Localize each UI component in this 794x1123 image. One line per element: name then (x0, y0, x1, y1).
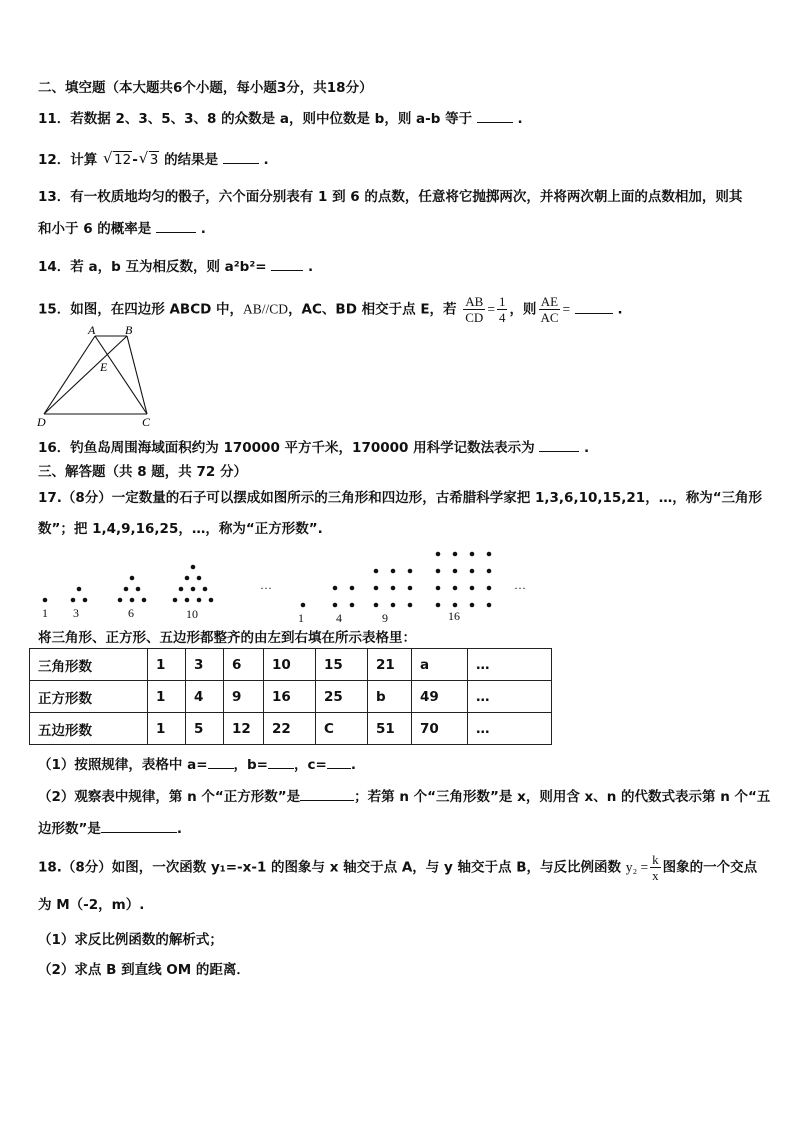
label-c: C (142, 415, 151, 429)
q17-sub1-pre: （1）按照规律，表格中 a= (38, 757, 208, 773)
q18-pre: 18.（8分）如图，一次函数 y₁=-x-1 的图象与 x 轴交于点 A，与 y 轴交于点 B，与反比例函数 (38, 859, 621, 876)
row-header: 五边形数 (30, 713, 148, 745)
stone-dot (333, 603, 338, 608)
stone-dot (350, 603, 355, 608)
frac-k: k (652, 852, 659, 867)
stone-dot (350, 586, 355, 591)
table-cell: 1 (148, 713, 186, 745)
radicand-3: 3 (149, 152, 159, 168)
trapezoid-figure (30, 322, 170, 432)
q14-end: . (307, 259, 314, 275)
q16-text: 16．钓鱼岛周围海域面积约为 170000 平方千米，170000 用科学记数法表示为 (38, 440, 535, 456)
row-header: 正方形数 (30, 681, 148, 713)
q17-sub1-end: . (350, 757, 356, 773)
question-17-sub2-line1 (38, 786, 770, 807)
stone-dot (374, 569, 379, 574)
stone-dot (487, 603, 492, 608)
table-row (30, 649, 552, 681)
question-18-sub1: （1）求反比例函数的解析式； (38, 932, 223, 948)
stone-dot (333, 586, 338, 591)
segment-bc (127, 336, 147, 414)
q11-answer-blank[interactable] (477, 108, 513, 123)
frac-4: 4 (498, 310, 506, 325)
q15-eq: = (487, 301, 495, 317)
stone-dot (470, 569, 475, 574)
ellipsis-squares: … (514, 578, 526, 592)
table-cell: 51 (368, 713, 412, 745)
q13-end: . (200, 221, 206, 237)
q18-y2: y₂ = (625, 859, 649, 875)
stone-dot (124, 587, 129, 592)
q12-minus: - (132, 152, 138, 168)
fraction-k-x (650, 852, 661, 883)
stone-dot (130, 598, 135, 603)
label-d: D (37, 415, 46, 429)
stone-dot (436, 552, 441, 557)
q17-sub1-b: ，b= (233, 757, 268, 773)
q12-end: . (263, 152, 269, 168)
q11-end: . (517, 111, 523, 127)
table-cell: … (468, 713, 552, 745)
stone-dot (136, 587, 141, 592)
table-cell: … (468, 681, 552, 713)
table-cell: 49 (412, 681, 468, 713)
stone-dot (77, 587, 82, 592)
section2-heading: 二、填空题（本大题共6个小题，每小题3分，共18分） (38, 80, 373, 96)
stone-dot (453, 586, 458, 591)
fraction-ae-ac (538, 294, 560, 325)
q13-line2: 和小于 6 的概率是 (38, 221, 152, 237)
fraction-one-quarter (497, 294, 508, 325)
frac-x: x (652, 868, 659, 883)
label-triangle-1: 1 (42, 606, 48, 620)
table-row (30, 713, 552, 745)
blank-c[interactable] (327, 754, 351, 769)
diagonal-bd (44, 336, 127, 414)
blank-pentagonal-number[interactable] (101, 818, 177, 833)
radicand-12: 12 (114, 152, 132, 168)
q13-answer-blank[interactable] (156, 218, 196, 233)
label-triangle-3: 3 (73, 606, 79, 620)
q16-end: . (584, 440, 590, 456)
q15-end: . (617, 301, 623, 318)
table-cell: 15 (316, 649, 368, 681)
stone-pattern-figure (30, 545, 540, 627)
section3-heading: 三、解答题（共 8 题，共 72 分） (38, 464, 247, 480)
q11-text: 11．若数据 2、3、5、3、8 的众数是 a，则中位数是 b，则 a-b 等于 (38, 111, 473, 127)
label-e: E (100, 360, 108, 374)
ellipsis-triangles: … (260, 578, 272, 592)
stone-dot (185, 598, 190, 603)
label-square-9: 9 (382, 611, 388, 625)
stone-dot (209, 598, 214, 603)
stone-dot (391, 586, 396, 591)
table-cell: 70 (412, 713, 468, 745)
stone-dot (436, 603, 441, 608)
question-18-sub2: （2）求点 B 到直线 OM 的距离． (38, 962, 250, 978)
question-13-line2 (38, 218, 206, 239)
stone-dot (179, 587, 184, 592)
stone-dot (374, 586, 379, 591)
stone-dot (487, 552, 492, 557)
q12-post: 的结果是 (164, 152, 219, 168)
table-cell: 1 (148, 649, 186, 681)
question-17-sub2-line2 (38, 818, 182, 839)
stone-dot (301, 603, 306, 608)
blank-square-number[interactable] (300, 786, 354, 801)
table-cell: 3 (186, 649, 224, 681)
stone-dot (408, 603, 413, 608)
table-cell: 21 (368, 649, 412, 681)
q12-answer-blank[interactable] (223, 149, 259, 164)
table-cell: 12 (224, 713, 264, 745)
question-17-line1: 17.（8分）一定数量的石子可以摆成如图所示的三角形和四边形，古希腊科学家把 1,3,6,10,15,21，…，称为“三角形 (38, 490, 763, 506)
question-14 (38, 256, 313, 277)
q16-answer-blank[interactable] (539, 437, 579, 452)
stone-dot (470, 552, 475, 557)
table-cell: 10 (264, 649, 316, 681)
stone-dot (470, 603, 475, 608)
stone-dot (436, 586, 441, 591)
segment-ad (44, 336, 95, 414)
table-cell: 22 (264, 713, 316, 745)
stone-dot (391, 569, 396, 574)
q12-pre: 12．计算 (38, 152, 98, 168)
label-b: B (125, 323, 133, 337)
table-cell: 16 (264, 681, 316, 713)
row-header: 三角形数 (30, 649, 148, 681)
q17-sub2-mid: ；若第 n 个“三角形数”是 x，则用含 x、n 的代数式表示第 n 个“五 (354, 789, 771, 805)
q15-mid: ，AC、BD 相交于点 E，若 (288, 301, 457, 318)
table-cell: 9 (224, 681, 264, 713)
table-cell: C (316, 713, 368, 745)
stone-dot (453, 603, 458, 608)
label-square-1: 1 (298, 611, 304, 625)
label-a: A (88, 323, 96, 337)
stone-dot (197, 576, 202, 581)
stone-dot (191, 565, 196, 570)
question-11 (38, 108, 523, 129)
frac-ae: AE (540, 294, 559, 309)
question-15 (38, 294, 623, 325)
stone-dot (203, 587, 208, 592)
q17-sub2-line2: 边形数”是 (38, 821, 101, 837)
q18-post: 图象的一个交点 (662, 859, 758, 876)
question-17-sub1 (38, 754, 356, 775)
table-row (30, 681, 552, 713)
q15-then: ，则 (509, 301, 537, 318)
q17-sub1-c: ，c= (294, 757, 327, 773)
blank-a[interactable] (208, 754, 234, 769)
stone-dot (487, 569, 492, 574)
question-17-line2: 数”；把 1,4,9,16,25，…，称为“正方形数”. (38, 521, 323, 537)
table-cell: … (468, 649, 552, 681)
question-13-line1: 13．有一枚质地均匀的骰子，六个面分别表有 1 到 6 的点数，任意将它抛掷两次，并将两次朝上面的点数相加，则其 (38, 189, 743, 205)
q15-pre: 15．如图，在四边形 ABCD 中， (38, 301, 244, 318)
blank-b[interactable] (268, 754, 294, 769)
stone-dot (487, 586, 492, 591)
table-cell: 5 (186, 713, 224, 745)
table-cell: 1 (148, 681, 186, 713)
stone-dot (391, 603, 396, 608)
stone-dot (130, 576, 135, 581)
question-18-line1 (38, 852, 757, 883)
q14-answer-blank[interactable] (271, 256, 303, 271)
diagonal-ac (95, 336, 147, 414)
q15-parallel: AB//CD (243, 301, 289, 317)
stone-dot (118, 598, 123, 603)
stone-dot (142, 598, 147, 603)
table-cell: a (412, 649, 468, 681)
fraction-ab-cd (463, 294, 485, 325)
frac-ac: AC (540, 310, 559, 325)
stone-dot (71, 598, 76, 603)
stone-dot (374, 603, 379, 608)
sqrt-12 (104, 150, 132, 170)
question-16 (38, 437, 589, 458)
question-18-line2: 为 M（-2，m）. (38, 897, 145, 913)
table-cell: b (368, 681, 412, 713)
label-triangle-10: 10 (186, 607, 198, 621)
label-triangle-6: 6 (128, 606, 134, 620)
frac-1: 1 (498, 294, 506, 309)
q14-text: 14．若 a，b 互为相反数，则 a²b²= (38, 259, 267, 275)
label-square-16: 16 (448, 609, 460, 623)
frac-cd: CD (465, 310, 484, 325)
table-intro: 将三角形、正方形、五边形都整齐的由左到右填在所示表格里： (38, 630, 416, 646)
stone-dot (191, 587, 196, 592)
stone-dot (408, 569, 413, 574)
stone-dot (43, 598, 48, 603)
q15-answer-blank[interactable] (575, 299, 613, 314)
table-cell: 6 (224, 649, 264, 681)
figurate-number-table (29, 648, 552, 745)
stone-dot (436, 569, 441, 574)
label-square-4: 4 (336, 611, 342, 625)
table-cell: 4 (186, 681, 224, 713)
question-12 (38, 149, 269, 170)
stone-dot (470, 586, 475, 591)
sqrt-3 (140, 150, 160, 170)
stone-dot (408, 586, 413, 591)
stone-dot (83, 598, 88, 603)
frac-ab: AB (465, 294, 484, 309)
stone-dot (453, 552, 458, 557)
q17-sub2-end: . (176, 821, 183, 837)
q17-sub2-pre: （2）观察表中规律，第 n 个“正方形数”是 (38, 789, 301, 805)
stone-dot (453, 569, 458, 574)
stone-dot (185, 576, 190, 581)
q15-eq2: = (562, 301, 571, 317)
stone-dot (173, 598, 178, 603)
stone-dot (197, 598, 202, 603)
table-cell: 25 (316, 681, 368, 713)
